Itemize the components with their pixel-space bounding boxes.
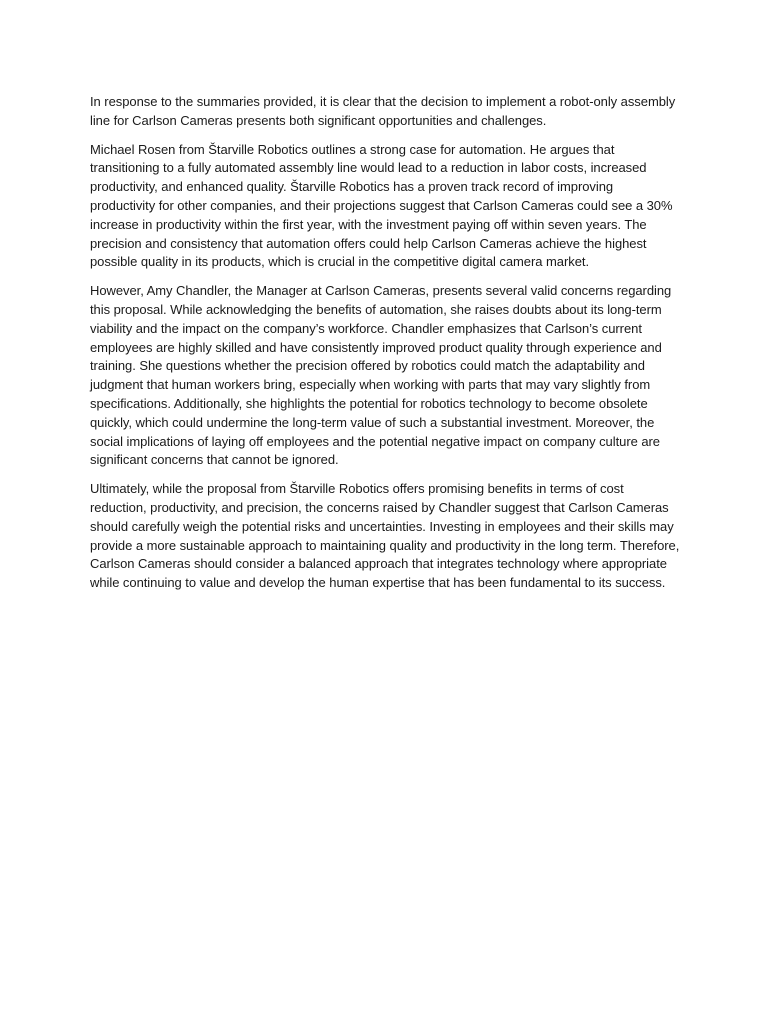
document-body	[90, 93, 680, 603]
paragraph-chandler-concerns: However, Amy Chandler, the Manager at Carlson Cameras, presents several valid concerns regarding this proposal. While acknowledging the benefits of automation, she raises doubts about its long-term viability and the impact on the company’s workforce. Chandler emphasizes that Carlson’s current employees are highly skilled and have consistently improved product quality through experience and training. She questions whether the precision offered by robotics could match the adaptability and judgment that human workers bring, especially when working with parts that may vary slightly from specifications. Additionally, she highlights the potential for robotics technology to become obsolete quickly, which could undermine the long-term value of such a substantial investment. Moreover, the social implications of laying off employees and the potential negative impact on company culture are significant concerns that cannot be ignored.	[90, 283, 672, 468]
paragraph-intro: In response to the summaries provided, it is clear that the decision to implement a robot-only assembly line for Carlson Cameras presents both significant opportunities and challenges.	[90, 94, 676, 128]
paragraph-conclusion: Ultimately, while the proposal from Štarville Robotics offers promising benefits in terms of cost reduction, productivity, and precision, the concerns raised by Chandler suggest that Carlson Cameras should carefully weigh the potential risks and uncertainties. Investing in employees and their skills may provide a more sustainable approach to maintaining quality and productivity in the long term. Therefore, Carlson Cameras should consider a balanced approach that integrates technology where appropriate while continuing to value and develop the human expertise that has been fundamental to its success.	[90, 481, 680, 591]
paragraph-rosen-case: Michael Rosen from Štarville Robotics outlines a strong case for automation. He argues that transitioning to a fully automated assembly line would lead to a reduction in labor costs, increased productivity, and enhanced quality. Štarville Robotics has a proven track record of improving productivity for other companies, and their projections suggest that Carlson Cameras could see a 30% increase in productivity within the first year, with the investment paying off within seven years. The precision and consistency that automation offers could help Carlson Cameras achieve the highest possible quality in its products, which is crucial in the competitive digital camera market.	[90, 141, 673, 270]
